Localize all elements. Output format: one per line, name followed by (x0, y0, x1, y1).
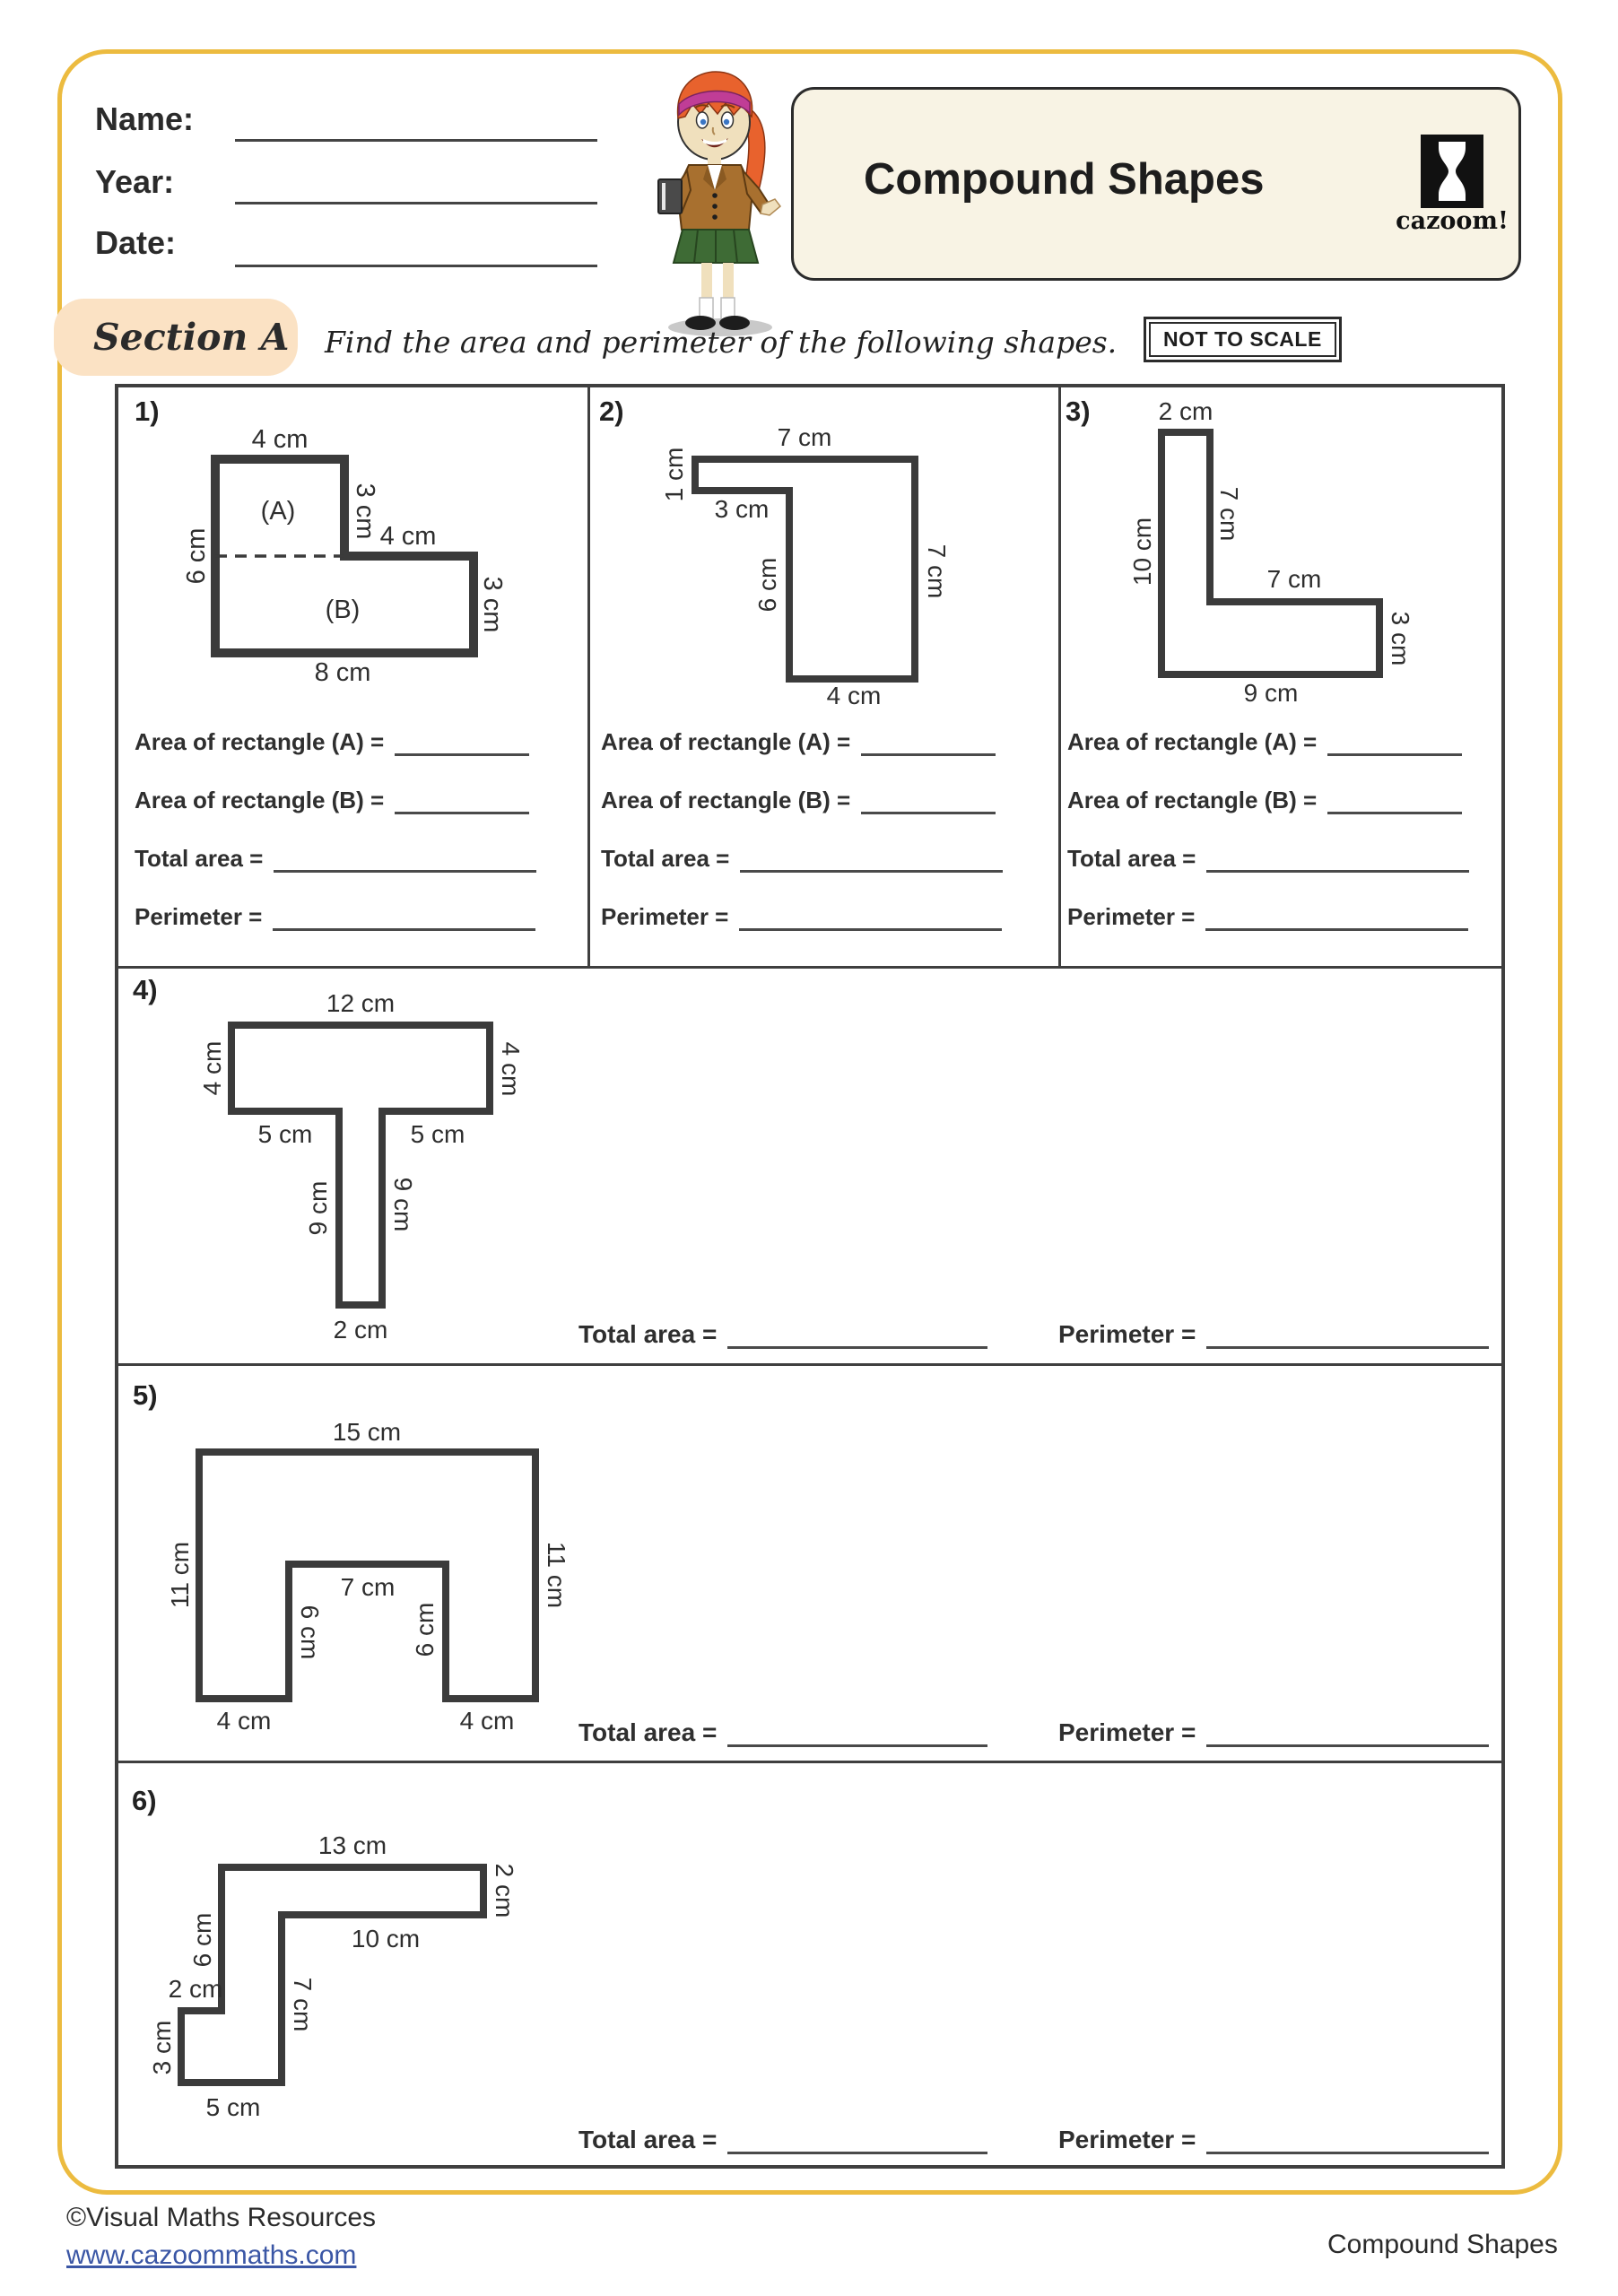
answer-line (395, 726, 529, 756)
column-divider (1058, 387, 1061, 966)
total-area-label: Total area = (578, 1320, 718, 1348)
answer-line (727, 2125, 987, 2154)
answer-row (1067, 893, 1469, 931)
footer-doc-title: Compound Shapes (1327, 2230, 1558, 2259)
problem-1-answers (135, 718, 536, 952)
problem-2-answers (601, 718, 1003, 952)
year-field-label: Year: (95, 163, 175, 200)
dim-label: 11 cm (166, 1541, 194, 1609)
name-field-label: Name: (95, 100, 195, 137)
answer-line (861, 785, 996, 814)
answer-row (1067, 835, 1469, 873)
not-to-scale-badge (1144, 317, 1342, 362)
problem-4-total-area (578, 1311, 987, 1349)
dim-label: 4 cm (459, 1707, 515, 1735)
answer-row (135, 777, 536, 814)
page-title: Compound Shapes (864, 155, 1265, 204)
dim-label: 6 cm (182, 527, 211, 585)
dim-label: 9 cm (1243, 679, 1299, 707)
dim-label: 9 cm (304, 1180, 332, 1236)
problem-2-number: 2) (599, 396, 624, 427)
section-instruction: Find the area and perimeter of the following shapes. (325, 325, 1118, 360)
dim-label: 4 cm (826, 682, 882, 709)
student-mascot-illustration (626, 54, 810, 339)
answer-line (274, 843, 536, 873)
dim-label: 10 cm (351, 1925, 421, 1952)
problem-3-number: 3) (1066, 396, 1091, 427)
dim-label: 3 cm (351, 483, 379, 540)
dim-label: 12 cm (326, 989, 396, 1017)
answer-row (1067, 777, 1469, 814)
answer-line (1206, 1319, 1489, 1349)
dim-label: 10 cm (1128, 517, 1156, 587)
year-write-line (235, 202, 597, 204)
dim-label: 3 cm (478, 576, 507, 633)
perimeter-label: Perimeter = (1067, 903, 1196, 930)
dim-label: 4 cm (216, 1707, 272, 1735)
dim-label: 8 cm (314, 658, 371, 687)
name-write-line (235, 139, 597, 142)
dim-label: 7 cm (289, 1977, 317, 2032)
dim-label: 3 cm (1387, 611, 1414, 666)
problem-6-total-area (578, 2117, 987, 2154)
dim-label: 9 cm (389, 1177, 417, 1232)
answer-line (1206, 2125, 1489, 2154)
dim-label: 2 cm (491, 1863, 518, 1918)
answer-row (135, 718, 536, 756)
answer-row (601, 718, 1003, 756)
website-link[interactable]: www.cazoommaths.com (66, 2240, 357, 2270)
problem-6-number: 6) (132, 1785, 157, 1816)
answer-row (601, 835, 1003, 873)
perimeter-label: Perimeter = (1058, 1718, 1196, 1746)
shape-diagram-3 (1108, 396, 1433, 724)
problem-5-total-area (578, 1709, 987, 1747)
total-area-label: Total area = (578, 2126, 718, 2153)
answer-row (601, 893, 1003, 931)
dim-label: 4 cm (497, 1041, 525, 1097)
cazoom-logo-icon (1421, 135, 1483, 208)
shape-diagram-2 (641, 419, 969, 726)
area-a-label: Area of rectangle (A) = (601, 728, 851, 755)
dim-label: 5 cm (257, 1120, 313, 1148)
dim-label: 7 cm (340, 1573, 396, 1601)
dim-label: 15 cm (332, 1418, 402, 1446)
shape-diagram-4 (178, 985, 544, 1354)
dim-label: 5 cm (205, 2093, 261, 2121)
answer-row (135, 893, 536, 931)
dim-label: 6 cm (753, 557, 781, 613)
answer-line (1327, 785, 1462, 814)
dim-label: 3 cm (148, 2020, 176, 2075)
area-b-label: Area of rectangle (B) = (135, 787, 385, 813)
answer-line (273, 901, 535, 931)
dim-label: 7 cm (1215, 486, 1243, 542)
perimeter-label: Perimeter = (135, 903, 263, 930)
answer-line (740, 843, 1003, 873)
problem-4-number: 4) (133, 974, 158, 1005)
perimeter-label: Perimeter = (1058, 2126, 1196, 2153)
answer-line (727, 1718, 987, 1747)
column-divider (587, 387, 590, 966)
area-a-label: Area of rectangle (A) = (135, 728, 385, 755)
dim-label: 3 cm (714, 495, 770, 523)
row-divider (118, 966, 1501, 969)
answer-row (1067, 718, 1469, 756)
answer-row (135, 835, 536, 873)
problem-6-perimeter (1058, 2117, 1489, 2154)
problem-5-perimeter (1058, 1709, 1489, 1747)
dim-label: 7 cm (777, 423, 832, 451)
total-area-label: Total area = (135, 845, 264, 872)
region-a-label: (A) (260, 497, 296, 526)
dim-label: 4 cm (198, 1040, 226, 1096)
dim-label: 1 cm (660, 447, 688, 502)
answer-line (1327, 726, 1462, 756)
dim-label: 6 cm (296, 1605, 324, 1660)
row-divider (118, 1761, 1501, 1763)
dim-label: 11 cm (543, 1541, 570, 1609)
shape-diagram-6 (127, 1827, 542, 2132)
dim-label: 2 cm (168, 1975, 223, 2003)
website-link-wrap (66, 2240, 356, 2271)
date-field-label: Date: (95, 224, 177, 261)
dim-label: 2 cm (333, 1316, 388, 1344)
answer-line (1206, 1718, 1489, 1747)
not-to-scale-text: NOT TO SCALE (1149, 322, 1336, 357)
dim-label: 7 cm (923, 544, 951, 599)
region-b-label: (B) (325, 596, 361, 624)
dim-label: 6 cm (411, 1602, 439, 1657)
area-b-label: Area of rectangle (B) = (601, 787, 851, 813)
answer-line (1206, 843, 1469, 873)
section-label: Section A (93, 316, 290, 359)
shape-diagram-1 (161, 419, 527, 702)
cazoom-logo-caption: cazoom! (1396, 207, 1509, 235)
dim-label: 7 cm (1266, 565, 1322, 593)
dim-label: 6 cm (188, 1912, 216, 1968)
dim-label: 4 cm (251, 425, 309, 454)
date-write-line (235, 265, 597, 267)
answer-line (1205, 901, 1468, 931)
problem-4-perimeter (1058, 1311, 1489, 1349)
dim-label: 13 cm (318, 1831, 387, 1859)
shape-diagram-5 (145, 1412, 589, 1748)
problem-5-number: 5) (133, 1379, 158, 1411)
area-a-label: Area of rectangle (A) = (1067, 728, 1318, 755)
answer-line (727, 1319, 987, 1349)
copyright-text: ©Visual Maths Resources (66, 2203, 377, 2232)
total-area-label: Total area = (578, 1718, 718, 1746)
total-area-label: Total area = (601, 845, 730, 872)
answer-line (395, 785, 529, 814)
answer-line (861, 726, 996, 756)
dim-label: 5 cm (410, 1120, 465, 1148)
dim-label: 4 cm (379, 522, 437, 551)
problem-1-number: 1) (135, 396, 160, 427)
answer-row (601, 777, 1003, 814)
perimeter-label: Perimeter = (601, 903, 729, 930)
total-area-label: Total area = (1067, 845, 1196, 872)
row-divider (118, 1363, 1501, 1366)
dim-label: 2 cm (1158, 397, 1214, 425)
answer-line (739, 901, 1002, 931)
perimeter-label: Perimeter = (1058, 1320, 1196, 1348)
problem-3-answers (1067, 718, 1469, 952)
area-b-label: Area of rectangle (B) = (1067, 787, 1318, 813)
